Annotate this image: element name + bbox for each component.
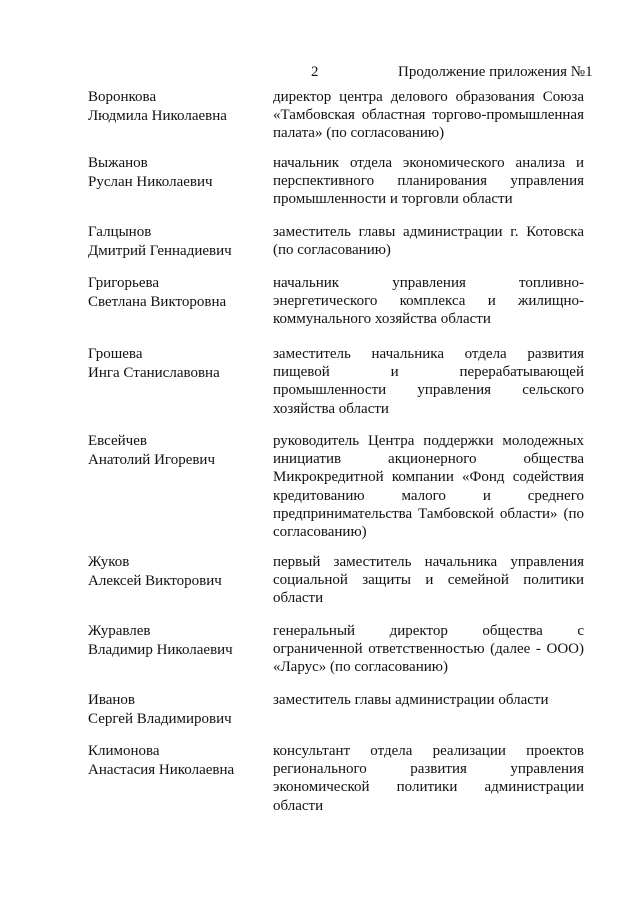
member-position: генеральный директор общества с ограниченной ответственностью (далее - ООО) «Ларус» (по согласованию) [273,623,584,676]
member-surname: Грошева [88,346,143,362]
member-surname: Жуков [88,554,130,570]
member-surname: Воронкова [88,89,157,105]
member-given-names: Анастасия Николаевна [88,762,235,778]
member-position: начальник отдела экономического анализа и перспективного планирования управления промышленности и торговли области [273,155,584,208]
member-name [88,223,263,261]
member-surname: Григорьева [88,275,160,291]
member-position: заместитель начальника отдела развития пищевой и перерабатывающей промышленности управления сельского хозяйства области [273,346,584,417]
member-surname: Евсейчев [88,433,147,449]
member-given-names: Владимир Николаевич [88,642,233,658]
member-name [88,88,263,126]
member-given-names: Людмила Николаевна [88,108,227,124]
member-given-names: Инга Станиславовна [88,365,220,381]
member-name [88,553,263,591]
member-position: первый заместитель начальника управления социальной защиты и семейной политики области [273,554,584,607]
member-given-names: Сергей Владимирович [88,711,232,727]
member-name [88,432,263,470]
member-surname: Галцынов [88,224,152,240]
member-given-names: Алексей Викторович [88,573,222,589]
member-name [88,742,263,780]
member-given-names: Светлана Викторовна [88,294,227,310]
member-position: руководитель Центра поддержки молодежных инициатив акционерного общества Микрокредитной компании «Фонд содействия кредитованию малого и среднего предпринимательства Тамбовской области» (по согласованию) [273,433,584,541]
member-name [88,154,263,192]
member-given-names: Руслан Николаевич [88,174,213,190]
member-position: начальник управления топливно-энергетического комплекса и жилищно-коммунального хозяйства области [273,275,584,328]
member-surname: Иванов [88,692,135,708]
member-given-names: Анатолий Игоревич [88,452,216,468]
member-surname: Выжанов [88,155,148,171]
member-position: заместитель главы администрации области [273,692,549,708]
member-name [88,345,263,383]
member-name [88,691,263,729]
member-position: директор центра делового образования Союза «Тамбовская областная торгово-промышленная палата» (по согласованию) [273,89,584,142]
member-given-names: Дмитрий Геннадиевич [88,243,232,259]
member-position: консультант отдела реализации проектов регионального развития управления экономической политики администрации области [273,743,584,814]
appendix-continuation-header: Продолжение приложения №1 [398,64,593,80]
member-surname: Журавлев [88,623,151,639]
member-name [88,274,263,312]
member-name [88,622,263,660]
member-position: заместитель главы администрации г. Котовска (по согласованию) [273,224,584,259]
member-surname: Климонова [88,743,160,759]
page-number: 2 [311,64,319,80]
